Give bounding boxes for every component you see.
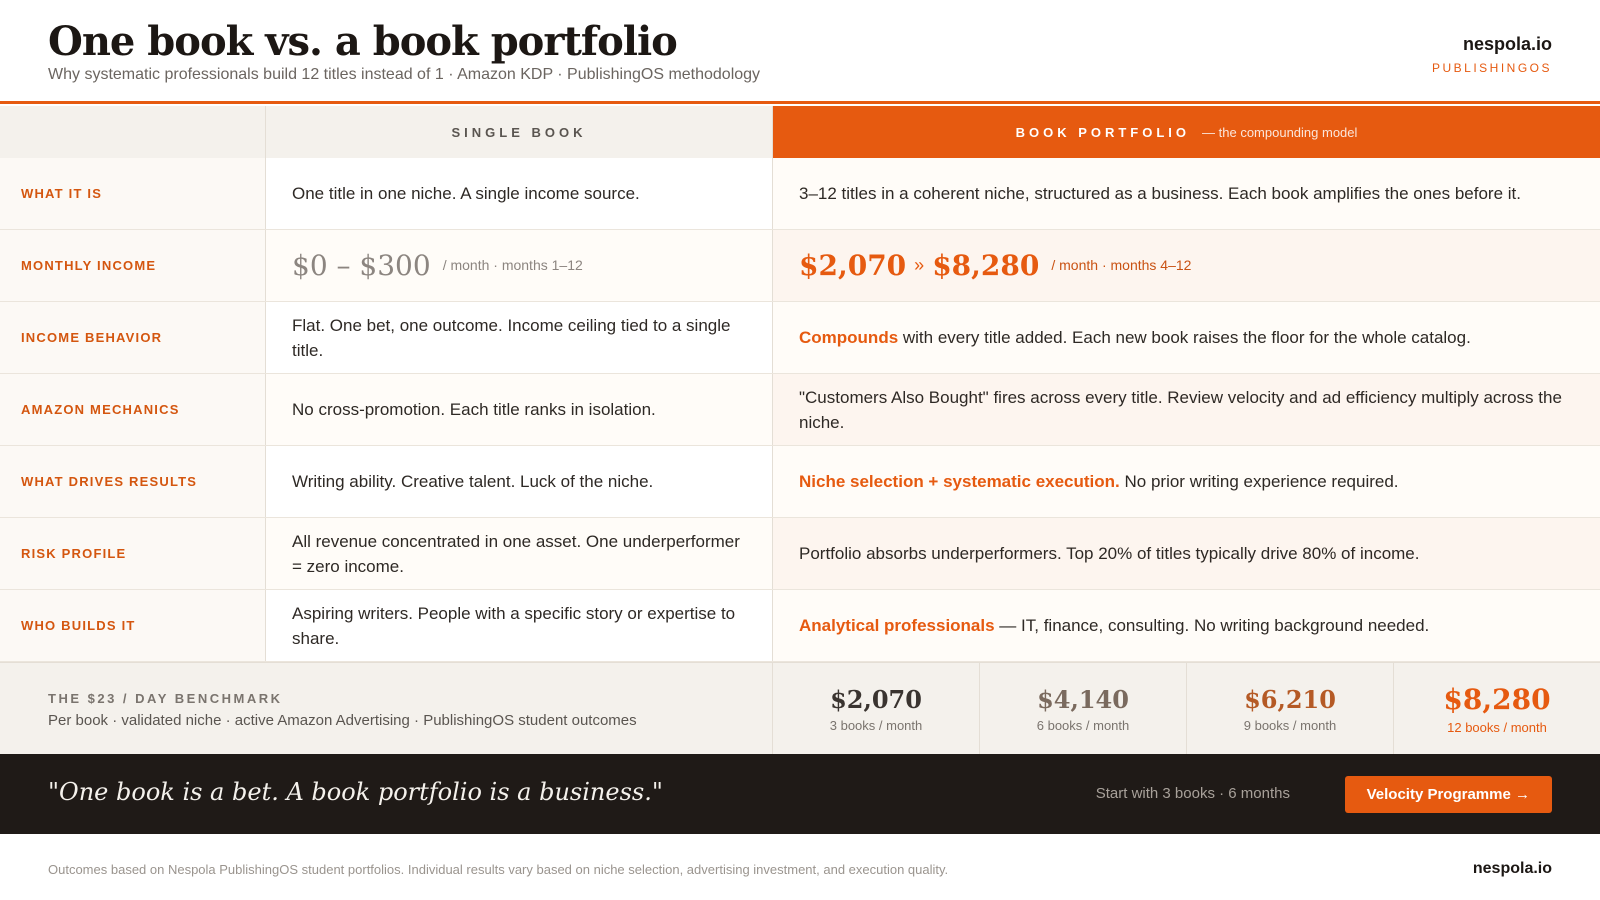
single-book-cell: Writing ability. Creative talent. Luck of the niche.	[266, 446, 773, 517]
single-book-cell: Flat. One bet, one outcome. Income ceiling tied to a single title.	[266, 302, 773, 373]
comparison-table	[0, 158, 1600, 662]
single-book-cell: No cross-promotion. Each title ranks in isolation.	[266, 374, 773, 445]
portfolio-header-label: BOOK PORTFOLIO	[1015, 124, 1191, 140]
benchmark-item	[1187, 663, 1394, 754]
benchmark-label: 9 books / month	[1243, 717, 1337, 733]
row-label: WHO BUILDS IT	[0, 590, 266, 661]
benchmark-item	[980, 663, 1187, 754]
column-header-single-book: SINGLE BOOK	[266, 106, 773, 158]
quote-text: "One book is a bet. A book portfolio is a business."	[48, 778, 663, 806]
portfolio-cell	[773, 230, 1600, 301]
benchmark-value: $2,070	[830, 684, 922, 714]
benchmark-value: $4,140	[1037, 684, 1129, 714]
benchmark-label: 12 books / month	[1447, 719, 1547, 735]
benchmark-item	[1394, 663, 1600, 754]
table-row	[0, 518, 1600, 590]
benchmark-item	[773, 663, 980, 754]
portfolio-cell	[773, 590, 1600, 661]
benchmark-value: $6,210	[1244, 684, 1336, 714]
row-label: RISK PROFILE	[0, 518, 266, 589]
table-row	[0, 446, 1600, 518]
row-label: WHAT DRIVES RESULTS	[0, 446, 266, 517]
portfolio-income-from: $2,070	[799, 249, 907, 282]
table-row	[0, 158, 1600, 230]
portfolio-income-to: $8,280	[932, 249, 1040, 282]
page-header	[0, 0, 1600, 104]
benchmark-description	[0, 663, 773, 754]
row-label: AMAZON MECHANICS	[0, 374, 266, 445]
column-header-book-portfolio	[773, 106, 1600, 158]
benchmark-label: 3 books / month	[829, 717, 923, 733]
page-footer	[0, 834, 1600, 900]
table-row	[0, 230, 1600, 302]
start-text: Start with 3 books · 6 months	[1095, 785, 1290, 802]
portfolio-text: No prior writing experience required.	[1119, 472, 1399, 491]
row-label: MONTHLY INCOME	[0, 230, 266, 301]
quote-bar	[0, 754, 1600, 834]
page-subtitle: Why systematic professionals build 12 titles instead of 1 · Amazon KDP · PublishingOS methodology	[48, 66, 761, 83]
portfolio-text: — IT, finance, consulting. No writing background needed.	[994, 616, 1430, 635]
single-book-cell: One title in one niche. A single income source.	[266, 158, 773, 229]
column-header-blank	[0, 106, 266, 158]
highlight-text: Compounds	[799, 328, 899, 347]
portfolio-cell: Portfolio absorbs underperformers. Top 20% of titles typically drive 80% of income.	[773, 518, 1600, 589]
single-income-note: / month · months 1–12	[442, 257, 583, 273]
portfolio-income-note: / month · months 4–12	[1051, 257, 1192, 273]
highlight-text: Niche selection + systematic execution.	[799, 472, 1120, 491]
footer-brand: nespola.io	[1472, 860, 1552, 877]
benchmark-subtitle: Per book · validated niche · active Amazon Advertising · PublishingOS student outcomes	[48, 712, 637, 729]
highlight-text: Analytical professionals	[799, 616, 995, 635]
benchmark-label: 6 books / month	[1036, 717, 1130, 733]
table-row	[0, 590, 1600, 662]
single-book-cell	[266, 230, 773, 301]
row-label: INCOME BEHAVIOR	[0, 302, 266, 373]
brand-name: nespola.io	[1462, 34, 1552, 54]
brand-subtitle: PUBLISHINGOS	[1431, 61, 1552, 75]
disclaimer-text: Outcomes based on Nespola PublishingOS student portfolios. Individual results vary based on niche selection, advertising investment, and execution quality.	[48, 862, 949, 877]
portfolio-cell: "Customers Also Bought" fires across every title. Review velocity and ad efficiency multiply across the niche.	[773, 374, 1600, 445]
double-arrow-icon: »	[914, 255, 925, 275]
row-label: WHAT IT IS	[0, 158, 266, 229]
portfolio-cell	[773, 302, 1600, 373]
benchmark-value: $8,280	[1443, 682, 1551, 716]
benchmark-title: THE $23 / DAY BENCHMARK	[48, 691, 283, 706]
single-book-cell: All revenue concentrated in one asset. One underperformer = zero income.	[266, 518, 773, 589]
portfolio-cell	[773, 446, 1600, 517]
single-book-cell: Aspiring writers. People with a specific story or expertise to share.	[266, 590, 773, 661]
portfolio-text: with every title added. Each new book raises the floor for the whole catalog.	[898, 328, 1471, 347]
single-income-value: $0 – $300	[292, 249, 431, 282]
page-title: One book vs. a book portfolio	[48, 18, 677, 65]
portfolio-cell: 3–12 titles in a coherent niche, structured as a business. Each book amplifies the ones before it.	[773, 158, 1600, 229]
table-row	[0, 374, 1600, 446]
velocity-programme-button[interactable]: Velocity Programme →	[1345, 776, 1552, 813]
benchmark-strip	[0, 662, 1600, 754]
portfolio-header-subtitle: — the compounding model	[1202, 124, 1358, 140]
brand-block	[1432, 34, 1552, 75]
table-row	[0, 302, 1600, 374]
